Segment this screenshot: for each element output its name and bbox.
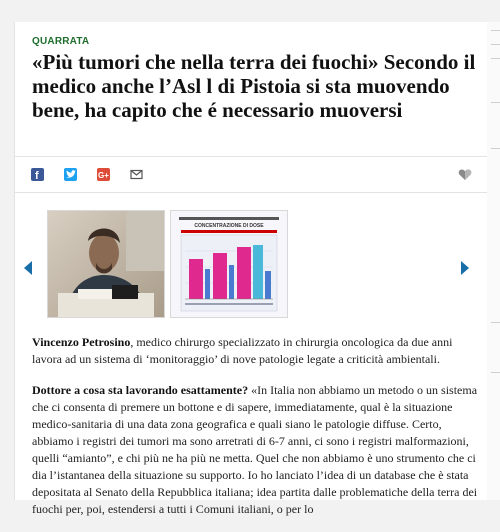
- interview-question: Dottore a cosa sta lavorando esattamente?: [32, 383, 249, 397]
- article-title: «Più tumori che nella terra dei fuochi» Secondo il medico anche l’Asl l di Pistoia si sta muovendo bene, ha capito che é necessario muoversi: [32, 50, 476, 122]
- edge-tick: [491, 58, 500, 59]
- paragraph-1: [32, 334, 480, 368]
- gallery-prev-button[interactable]: [24, 260, 33, 279]
- edge-tick: [491, 322, 500, 323]
- chart-caption: CONCENTRAZIONE DI DOSE: [194, 223, 264, 229]
- edge-tick: [491, 372, 500, 373]
- google-plus-share-button[interactable]: [97, 168, 110, 181]
- paragraph-1-text: , medico chirurgo specializzato in chirurgia oncologica da due anni lavora ad un sistema di ‘monitoraggio’ di nove patologie legate a criticità ambientali.: [32, 335, 453, 366]
- edge-tick: [491, 44, 500, 45]
- divider-share: [15, 192, 487, 193]
- chevron-left-icon: [24, 260, 33, 279]
- edge-tick: [491, 102, 500, 103]
- edge-tick: [491, 148, 500, 149]
- article-body: [32, 334, 480, 532]
- interview-answer: «In Italia non abbiamo un metodo o un sistema che ci consenta di premere un bottone e di sapere, immediatamente, qual è la situazione medico-sanitaria di una data zona geografica e quali siano le patologie diffuse. Certo, abbiamo i registri dei tumori ma sono arretrati di 6-7 anni, ci sono i registri malformazioni, quelli “amianto”, e chi più ne ha più ne metta. Quel che non abbiamo è uno strumento che ci dia l’istantanea della situazione su supporto. Io ho lanciato l’idea di un database che è stata depositata al Senato della Repubblica italiana; idea partita dalle problematiche della terra dei fuochi per, poi, estendersi a tutti i Comuni italiani, o per lo: [32, 383, 478, 516]
- facebook-share-button[interactable]: [31, 168, 44, 181]
- facebook-icon: [31, 168, 44, 181]
- article-page: [14, 22, 488, 516]
- twitter-share-button[interactable]: [64, 168, 77, 181]
- edge-tick: [491, 30, 500, 31]
- section-label[interactable]: QUARRATA: [32, 36, 90, 47]
- favorite-icon: [458, 168, 472, 181]
- email-share-button[interactable]: [130, 168, 143, 181]
- divider-top: [15, 156, 487, 157]
- paragraph-2: [32, 382, 480, 518]
- google-plus-icon: [97, 168, 110, 181]
- gallery-chart-image[interactable]: [170, 210, 288, 318]
- email-icon: [130, 168, 143, 181]
- twitter-icon: [64, 168, 77, 181]
- favorite-button[interactable]: [458, 168, 471, 181]
- page-edge-strip: [487, 22, 500, 500]
- gallery-photo-doctor[interactable]: [47, 210, 165, 318]
- chevron-right-icon: [460, 260, 469, 279]
- author-name: Vincenzo Petrosino: [32, 335, 131, 349]
- svg-text:f: f: [35, 170, 39, 182]
- gallery-next-button[interactable]: [460, 260, 469, 279]
- svg-text:G+: G+: [98, 171, 109, 180]
